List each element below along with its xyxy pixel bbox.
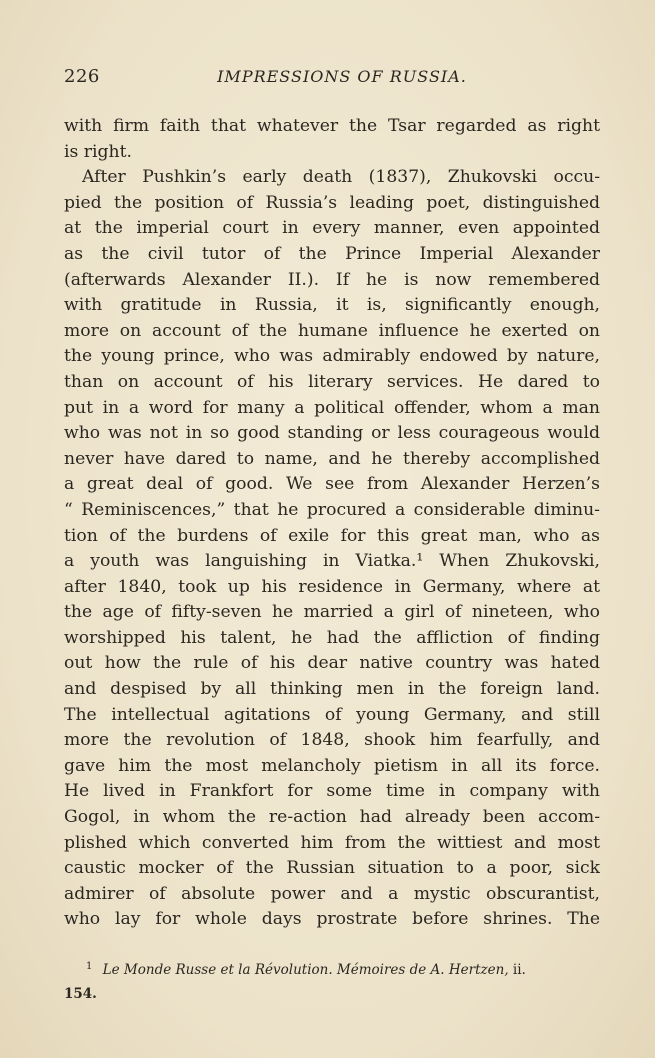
text-line: After Pushkin’s early death (1837), Zhukovski occu- [82,167,600,188]
text-line: with firm faith that whatever the Tsar regarded as right [64,116,600,136]
footnote-pages: 154. [64,986,97,1002]
text-line: more the revolution of 1848, shook him fearfully, and [64,730,600,751]
text-line: worshipped his talent, he had the affliction of finding [64,627,600,648]
running-head: IMPRESSIONS OF RUSSIA. [217,67,467,86]
footnote-citation: Le Monde Russe et la Révolution. Mémoires de A. Hertzen, [102,962,509,978]
text-line: plished which converted him from the wittiest and most [64,832,600,853]
text-line: (afterwards Alexander II.). If he is now remembered [64,269,600,290]
text-line: more on account of the humane influence he exerted on [64,320,600,341]
text-line: who lay for whole days prostrate before shrines. The [64,909,600,930]
text-line: the young prince, who was admirably endowed by nature, [64,346,600,367]
body-text [64,114,600,933]
text-line: after 1840, took up his residence in Germany, where at [64,576,600,597]
text-line: a great deal of good. We see from Alexander Herzen’s [64,474,600,495]
text-line: is right. [64,141,132,162]
text-line: gave him the most melancholy pietism in all its force. [64,755,600,776]
text-line: and despised by all thinking men in the foreign land. [64,679,600,700]
text-line: as the civil tutor of the Prince Imperial Alexander [64,243,600,264]
text-line: who was not in so good standing or less courageous would [64,423,600,444]
text-line: never have dared to name, and he thereby accomplished [64,448,600,469]
footnote [64,955,600,1006]
text-line: pied the position of Russia’s leading poet, distinguished [64,192,600,213]
text-line: tion of the burdens of exile for this great man, who as [64,525,600,546]
text-line: at the imperial court in every manner, even appointed [64,218,600,239]
text-line: “ Reminiscences,” that he procured a considerable diminu- [64,499,600,520]
text-line: Gogol, in whom the re-action had already been accom- [64,807,600,828]
page-number: 226 [64,66,100,87]
text-line: caustic mocker of the Russian situation to a poor, sick [64,858,600,879]
text-line: admirer of absolute power and a mystic obscurantist, [64,883,600,904]
text-line: put in a word for many a political offender, whom a man [64,397,600,418]
text-line: The intellectual agitations of young Germany, and still [64,704,600,725]
text-line: a youth was languishing in Viatka.¹ When Zhukovski, [64,551,600,572]
text-line: than on account of his literary services. He dared to [64,371,600,392]
footnote-volume: ii. [512,962,526,978]
footnote-marker: 1 [86,961,93,972]
footnote-line [64,955,600,982]
text-line: with gratitude in Russia, it is, significantly enough, [64,295,600,316]
text-line: out how the rule of his dear native country was hated [64,653,600,674]
text-line: the age of fifty-seven he married a girl of nineteen, who [64,602,600,623]
page-header [64,66,600,90]
text-line: He lived in Frankfort for some time in company with [64,781,600,802]
